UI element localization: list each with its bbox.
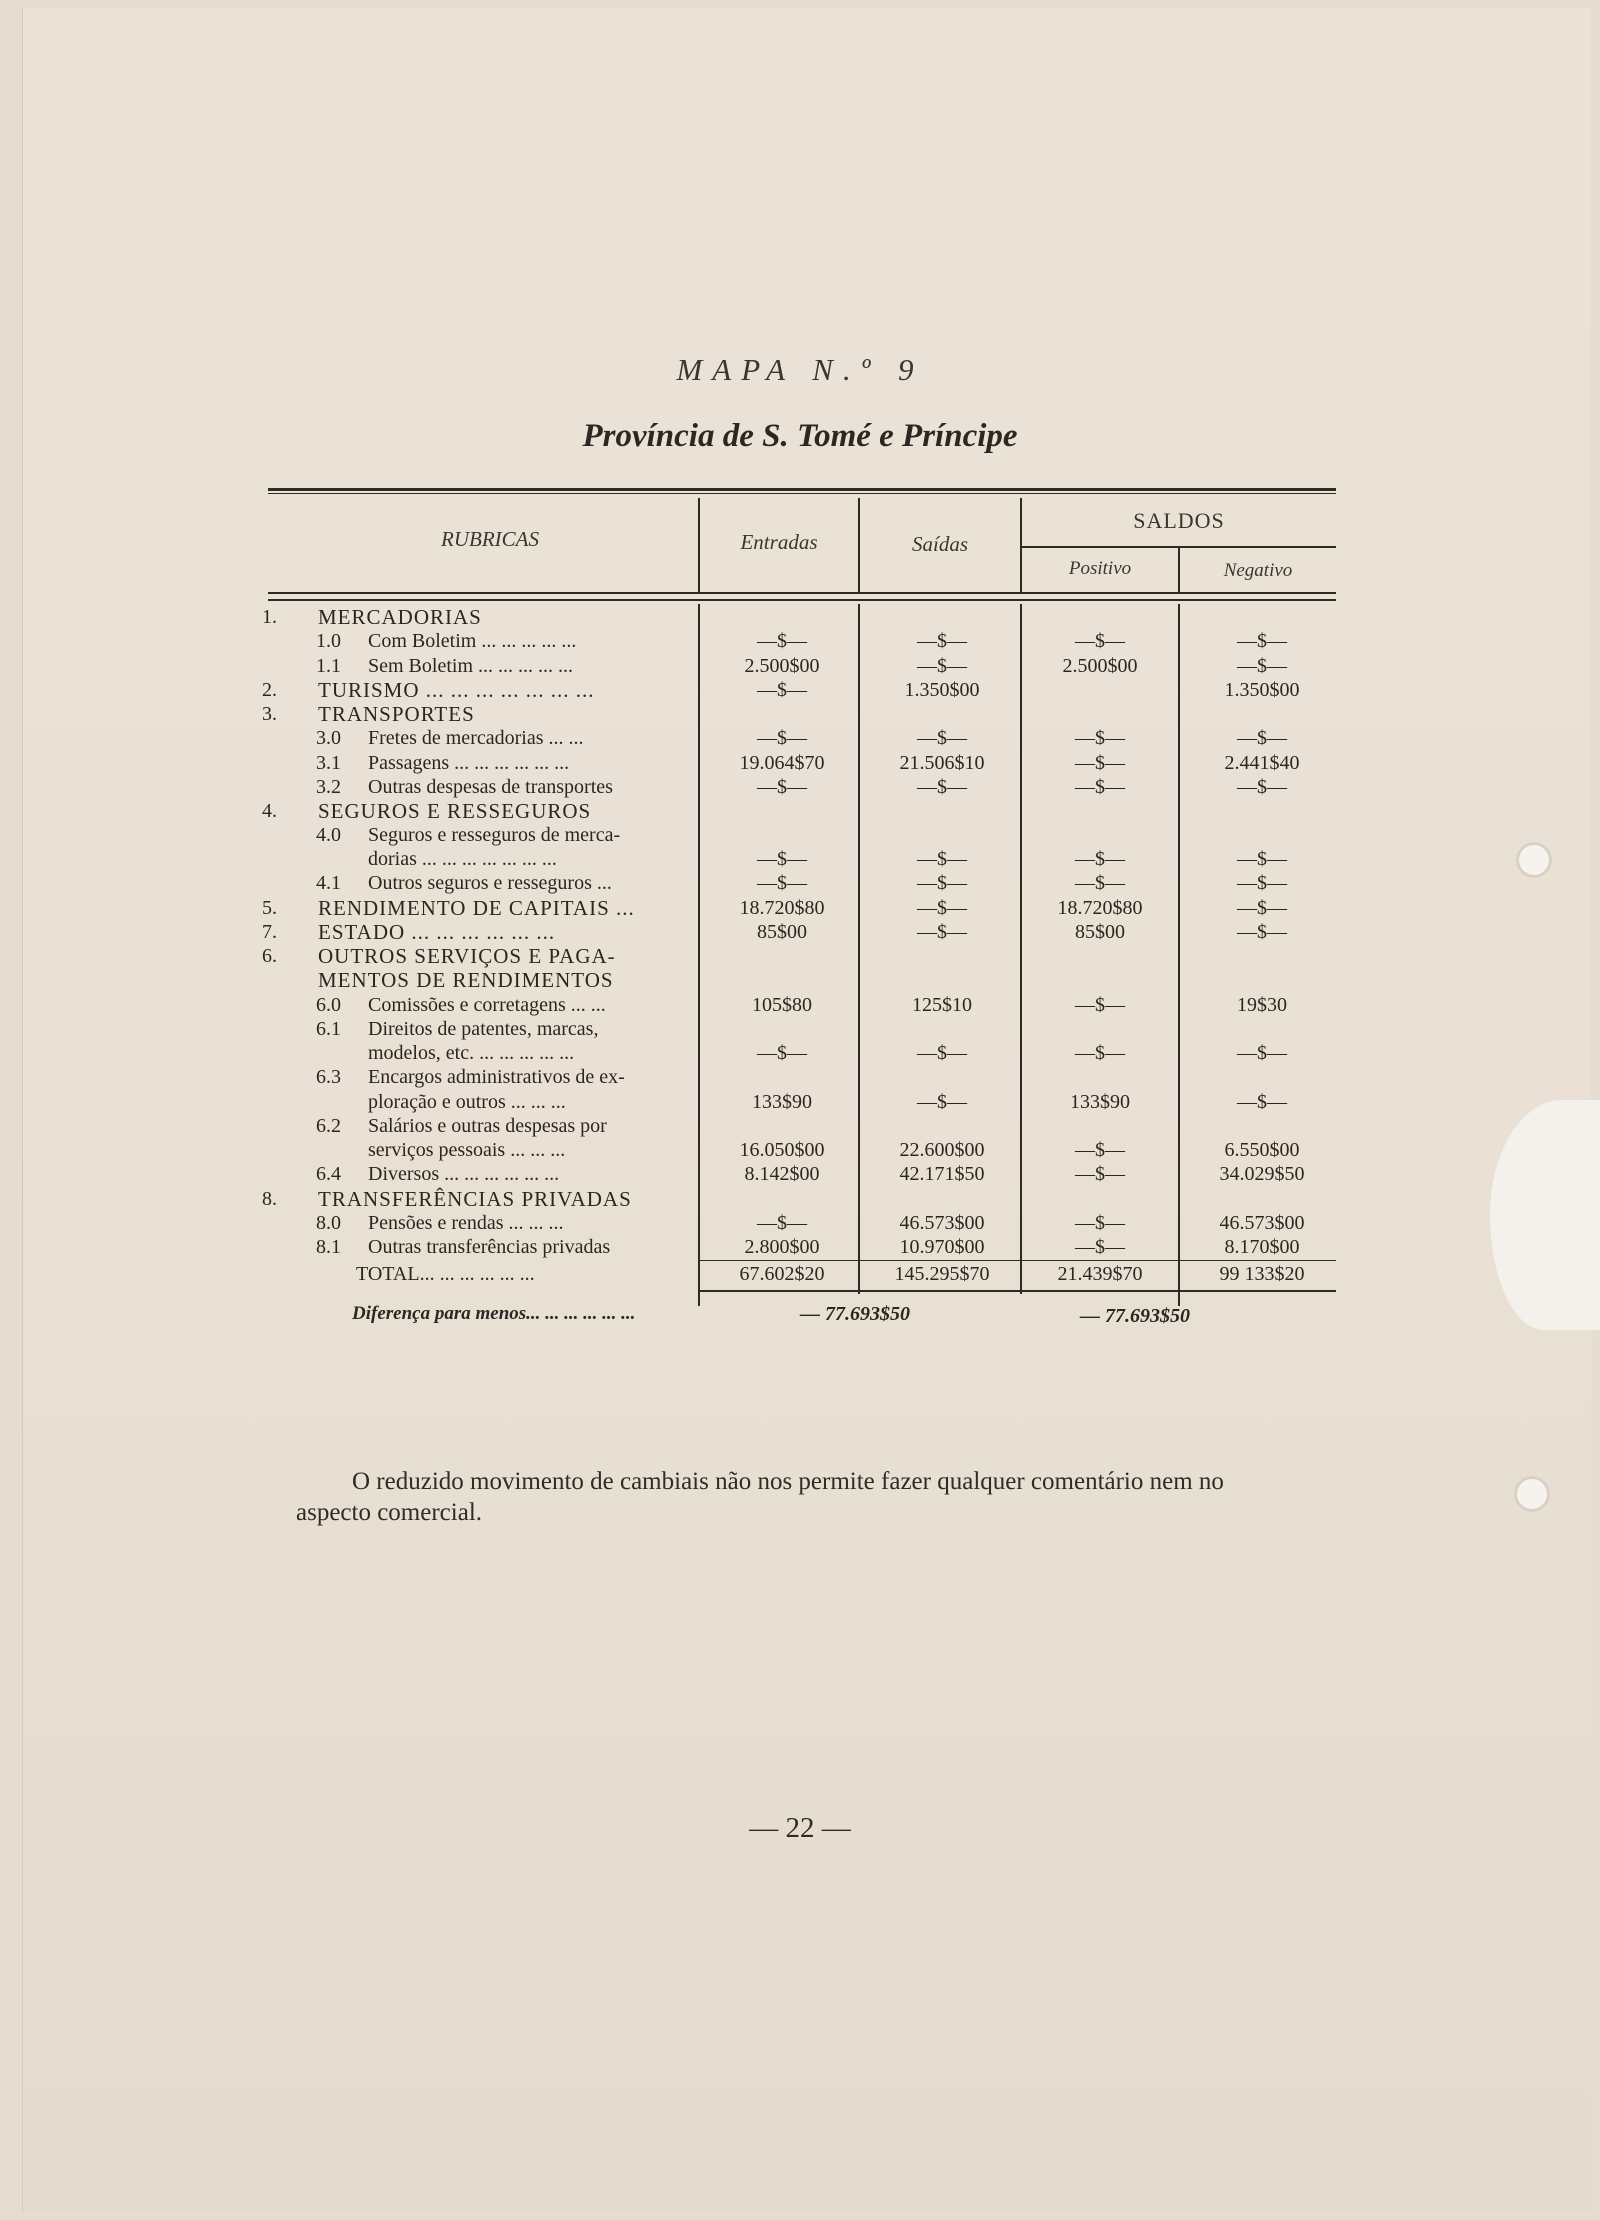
cell-saidas: 21.506$10 (899, 752, 985, 774)
row-subnumber: 3.0 (316, 727, 341, 749)
province-subtitle: Província de S. Tomé e Príncipe (582, 418, 1018, 454)
cell-saidas: —$— (917, 897, 967, 919)
row-label: OUTROS SERVIÇOS E PAGA- (318, 944, 616, 968)
cell-positivo: —$— (1075, 1236, 1125, 1258)
cell-positivo: —$— (1075, 752, 1125, 774)
row-subnumber: 4.0 (316, 824, 341, 846)
row-number: 8. (262, 1188, 277, 1210)
page-number: — 22 — (749, 1812, 851, 1844)
cell-saidas: —$— (917, 776, 967, 798)
total-label: TOTAL... ... ... ... ... ... (356, 1263, 535, 1285)
row-label: Outros seguros e resseguros ... (368, 872, 612, 894)
cell-saidas: 1.350$00 (904, 679, 980, 701)
cell-negativo: 34.029$50 (1219, 1163, 1305, 1185)
row-number: 6. (262, 945, 277, 967)
row-label: Com Boletim ... ... ... ... ... (368, 630, 577, 652)
cell-saidas: 10.970$00 (899, 1236, 985, 1258)
cell-saidas: 145.295$70 (894, 1263, 990, 1285)
row-label: Outras despesas de transportes (368, 776, 613, 798)
row-label: MENTOS DE RENDIMENTOS (318, 968, 614, 992)
row-label: Diversos ... ... ... ... ... ... (368, 1163, 560, 1185)
cell-entradas: —$— (757, 872, 807, 894)
cell-negativo: —$— (1237, 921, 1287, 943)
cell-entradas: 2.500$00 (744, 655, 820, 677)
row-label: Outras transferências privadas (368, 1236, 611, 1258)
row-subnumber: 8.1 (316, 1236, 341, 1258)
cell-negativo: —$— (1237, 897, 1287, 919)
cell-negativo: 99 133$20 (1219, 1263, 1305, 1285)
cell-entradas: 16.050$00 (739, 1139, 825, 1161)
cell-positivo: 2.500$00 (1062, 655, 1138, 677)
cell-negativo: 19$30 (1237, 994, 1287, 1016)
header-rubricas: RUBRICAS (441, 527, 539, 551)
header-entradas: Entradas (740, 530, 818, 554)
cell-entradas: 2.800$00 (744, 1236, 820, 1258)
cell-saidas: —$— (917, 872, 967, 894)
cell-positivo: —$— (1075, 848, 1125, 870)
row-subnumber: 6.4 (316, 1163, 341, 1185)
cell-positivo: 133$90 (1070, 1091, 1130, 1113)
row-subnumber: 1.0 (316, 630, 341, 652)
cell-positivo: —$— (1075, 776, 1125, 798)
row-number: 5. (262, 897, 277, 919)
row-subnumber: 4.1 (316, 872, 341, 894)
cell-entradas: —$— (757, 848, 807, 870)
cell-entradas: 133$90 (752, 1091, 812, 1113)
cell-negativo: —$— (1237, 727, 1287, 749)
cell-saidas: —$— (917, 1042, 967, 1064)
row-subnumber: 3.1 (316, 752, 341, 774)
punch-hole-bottom (1514, 1476, 1550, 1512)
row-number: 1. (262, 606, 277, 628)
row-subnumber: 8.0 (316, 1212, 341, 1234)
row-label: Sem Boletim ... ... ... ... ... (368, 655, 573, 677)
cell-entradas: —$— (757, 1212, 807, 1234)
cell-entradas: —$— (757, 679, 807, 701)
row-number: 3. (262, 703, 277, 725)
cell-entradas: —$— (757, 630, 807, 652)
row-label: Fretes de mercadorias ... ... (368, 727, 584, 749)
row-label: Encargos administrativos de ex- (368, 1066, 625, 1088)
row-label: ESTADO ... ... ... ... ... ... (318, 920, 556, 944)
cell-saidas: —$— (917, 630, 967, 652)
difference-value-left: — 77.693$50 (800, 1303, 910, 1325)
cell-negativo: —$— (1237, 872, 1287, 894)
row-label: dorias ... ... ... ... ... ... ... (368, 848, 557, 870)
cell-saidas: —$— (917, 848, 967, 870)
cell-entradas: 8.142$00 (744, 1163, 820, 1185)
cell-entradas: 19.064$70 (739, 752, 825, 774)
cell-saidas: 125$10 (912, 994, 972, 1016)
row-label: Seguros e resseguros de merca- (368, 824, 621, 846)
row-label: Pensões e rendas ... ... ... (368, 1212, 564, 1234)
punch-hole-top (1516, 842, 1552, 878)
cell-saidas: 22.600$00 (899, 1139, 985, 1161)
cell-entradas: —$— (757, 727, 807, 749)
cell-entradas: 105$80 (752, 994, 812, 1016)
commentary-paragraph: O reduzido movimento de cambiais não nos permite fazer qualquer comentário nem no aspecto comercial. (296, 1468, 1224, 1526)
row-label: SEGUROS E RESSEGUROS (318, 799, 592, 823)
difference-value-right: — 77.693$50 (1080, 1305, 1190, 1327)
header-negativo: Negativo (1223, 560, 1293, 581)
row-number: 4. (262, 800, 277, 822)
cell-entradas: —$— (757, 776, 807, 798)
row-subnumber: 6.2 (316, 1115, 341, 1137)
row-subnumber: 1.1 (316, 655, 341, 677)
row-label: TURISMO ... ... ... ... ... ... ... (318, 678, 595, 702)
cell-negativo: —$— (1237, 655, 1287, 677)
row-label: ploração e outros ... ... ... (368, 1091, 566, 1113)
cell-negativo: —$— (1237, 1091, 1287, 1113)
cell-negativo: 8.170$00 (1224, 1236, 1300, 1258)
cell-positivo: —$— (1075, 872, 1125, 894)
row-label: Direitos de patentes, marcas, (368, 1018, 599, 1040)
cell-negativo: 2.441$40 (1224, 752, 1300, 774)
cell-positivo: —$— (1075, 1163, 1125, 1185)
cell-entradas: —$— (757, 1042, 807, 1064)
cell-positivo: —$— (1075, 1139, 1125, 1161)
cell-negativo: 6.550$00 (1224, 1139, 1300, 1161)
difference-label: Diferença para menos... ... ... ... ... ... (352, 1303, 636, 1324)
row-subnumber: 6.3 (316, 1066, 341, 1088)
cell-negativo: —$— (1237, 776, 1287, 798)
row-subnumber: 3.2 (316, 776, 341, 798)
cell-positivo: —$— (1075, 630, 1125, 652)
row-label: Comissões e corretagens ... ... (368, 994, 606, 1016)
row-number: 7. (262, 921, 277, 943)
row-label: TRANSPORTES (318, 702, 475, 726)
cell-negativo: 1.350$00 (1224, 679, 1300, 701)
cell-positivo: 21.439$70 (1057, 1263, 1143, 1285)
cell-saidas: 46.573$00 (899, 1212, 985, 1234)
cell-saidas: —$— (917, 655, 967, 677)
cell-saidas: 42.171$50 (899, 1163, 985, 1185)
row-label: RENDIMENTO DE CAPITAIS ... (318, 896, 635, 920)
row-label: Salários e outras despesas por (368, 1115, 607, 1137)
row-subnumber: 6.1 (316, 1018, 341, 1040)
cell-entradas: 18.720$80 (739, 897, 825, 919)
row-number: 2. (262, 679, 277, 701)
cell-positivo: 18.720$80 (1057, 897, 1143, 919)
cell-negativo: —$— (1237, 1042, 1287, 1064)
cell-positivo: 85$00 (1075, 921, 1125, 943)
row-label: MERCADORIAS (318, 605, 482, 629)
row-label: TRANSFERÊNCIAS PRIVADAS (318, 1187, 632, 1211)
cell-negativo: —$— (1237, 630, 1287, 652)
row-label: serviços pessoais ... ... ... (368, 1139, 566, 1161)
header-positivo: Positivo (1068, 558, 1132, 579)
row-label: modelos, etc. ... ... ... ... ... (368, 1042, 575, 1064)
map-title: MAPA N.º 9 (676, 352, 924, 387)
header-saldos: SALDOS (1133, 508, 1225, 533)
cell-saidas: —$— (917, 727, 967, 749)
cell-entradas: 85$00 (757, 921, 807, 943)
row-label: Passagens ... ... ... ... ... ... (368, 752, 570, 774)
cell-entradas: 67.602$20 (739, 1263, 825, 1285)
cell-saidas: —$— (917, 921, 967, 943)
cell-positivo: —$— (1075, 994, 1125, 1016)
header-saidas: Saídas (911, 532, 968, 556)
cell-positivo: —$— (1075, 727, 1125, 749)
cell-saidas: —$— (917, 1091, 967, 1113)
cell-negativo: 46.573$00 (1219, 1212, 1305, 1234)
cell-negativo: —$— (1237, 848, 1287, 870)
cell-positivo: —$— (1075, 1042, 1125, 1064)
cell-positivo: —$— (1075, 1212, 1125, 1234)
row-subnumber: 6.0 (316, 994, 341, 1016)
